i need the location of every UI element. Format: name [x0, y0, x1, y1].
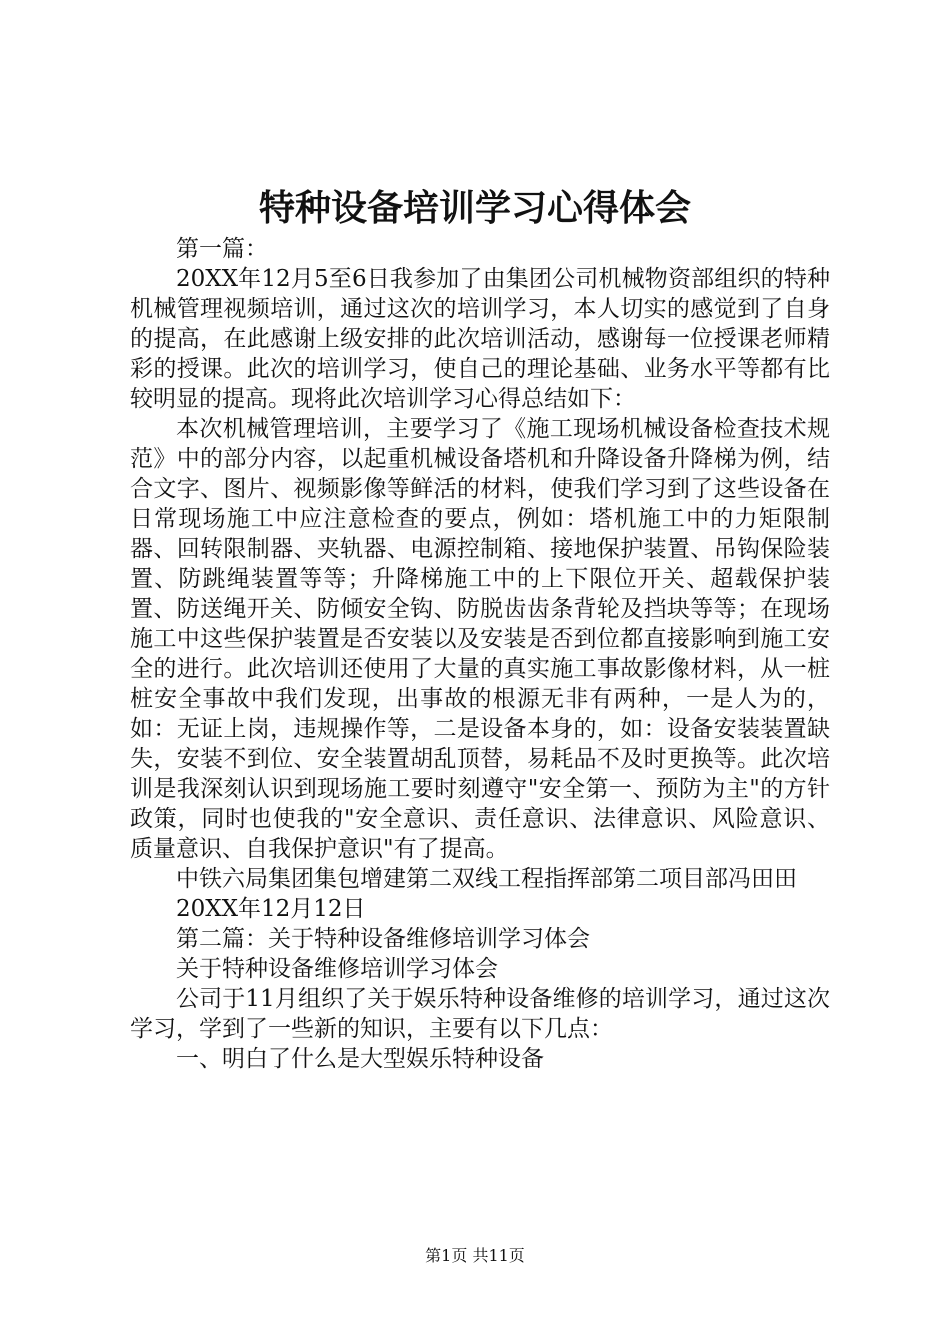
document-body — [130, 234, 830, 1074]
section-heading-part-one: 第一篇： — [176, 236, 268, 262]
subsection-title: 关于特种设备维修培训学习体会 — [176, 956, 498, 982]
document-title: 特种设备培训学习心得体会 — [258, 187, 691, 229]
paragraph-intro: 20XX年12月5至6日我参加了由集团公司机械物资部组织的特种机械管理视频培训，通过这次的培训学习，本人切实的感觉到了自身的提高，在此感谢上级安排的此次培训活动，感谢每一位授课老师精彩的授课。此次的培训学习，使自己的理论基础、业务水平等都有比较明显的提高。现将此次培训学习心得总结如下： — [130, 266, 830, 412]
list-item-point-one: 一、明白了什么是大型娱乐特种设备 — [176, 1046, 544, 1072]
paragraph-training-content: 本次机械管理培训，主要学习了《施工现场机械设备检查技术规范》中的部分内容，以起重机械设备塔机和升降设备升降梯为例，结合文字、图片、视频影像等鲜活的材料，使我们学习到了这些设备在日常现场施工中应注意检查的要点，例如：塔机施工中的力矩限制器、回转限制器、夹轨器、电源控制箱、接地保护装置、吊钩保险装置、防跳绳装置等等；升降梯施工中的上下限位开关、超载保护装置、防送绳开关、防倾安全钩、防脱齿齿条背轮及挡块等等；在现场施工中这些保护装置是否安装以及安装是否到位都直接影响到施工安全的进行。此次培训还使用了大量的真实施工事故影像材料，从一桩桩安全事故中我们发现，出事故的根源无非有两种，一是人为的，如：无证上岗，违规操作等，二是设备本身的，如：设备安装装置缺失，安装不到位、安全装置胡乱顶替，易耗品不及时更换等。此次培训是我深刻认识到现场施工要时刻遵守"安全第一、预防为主"的方针政策，同时也使我的"安全意识、责任意识、法律意识、风险意识、质量意识、自我保护意识"有了提高。 — [130, 416, 830, 862]
page-number-footer: 第1页 共11页 — [425, 1246, 525, 1265]
paragraph-part-two-intro: 公司于11月组织了关于娱乐特种设备维修的培训学习，通过这次学习，学到了一些新的知识，主要有以下几点： — [130, 986, 830, 1042]
signature-date: 20XX年12月12日 — [176, 896, 366, 922]
author-signature: 中铁六局集团集包增建第二双线工程指挥部第二项目部冯田田 — [176, 866, 797, 892]
section-heading-part-two: 第二篇：关于特种设备维修培训学习体会 — [176, 926, 590, 952]
